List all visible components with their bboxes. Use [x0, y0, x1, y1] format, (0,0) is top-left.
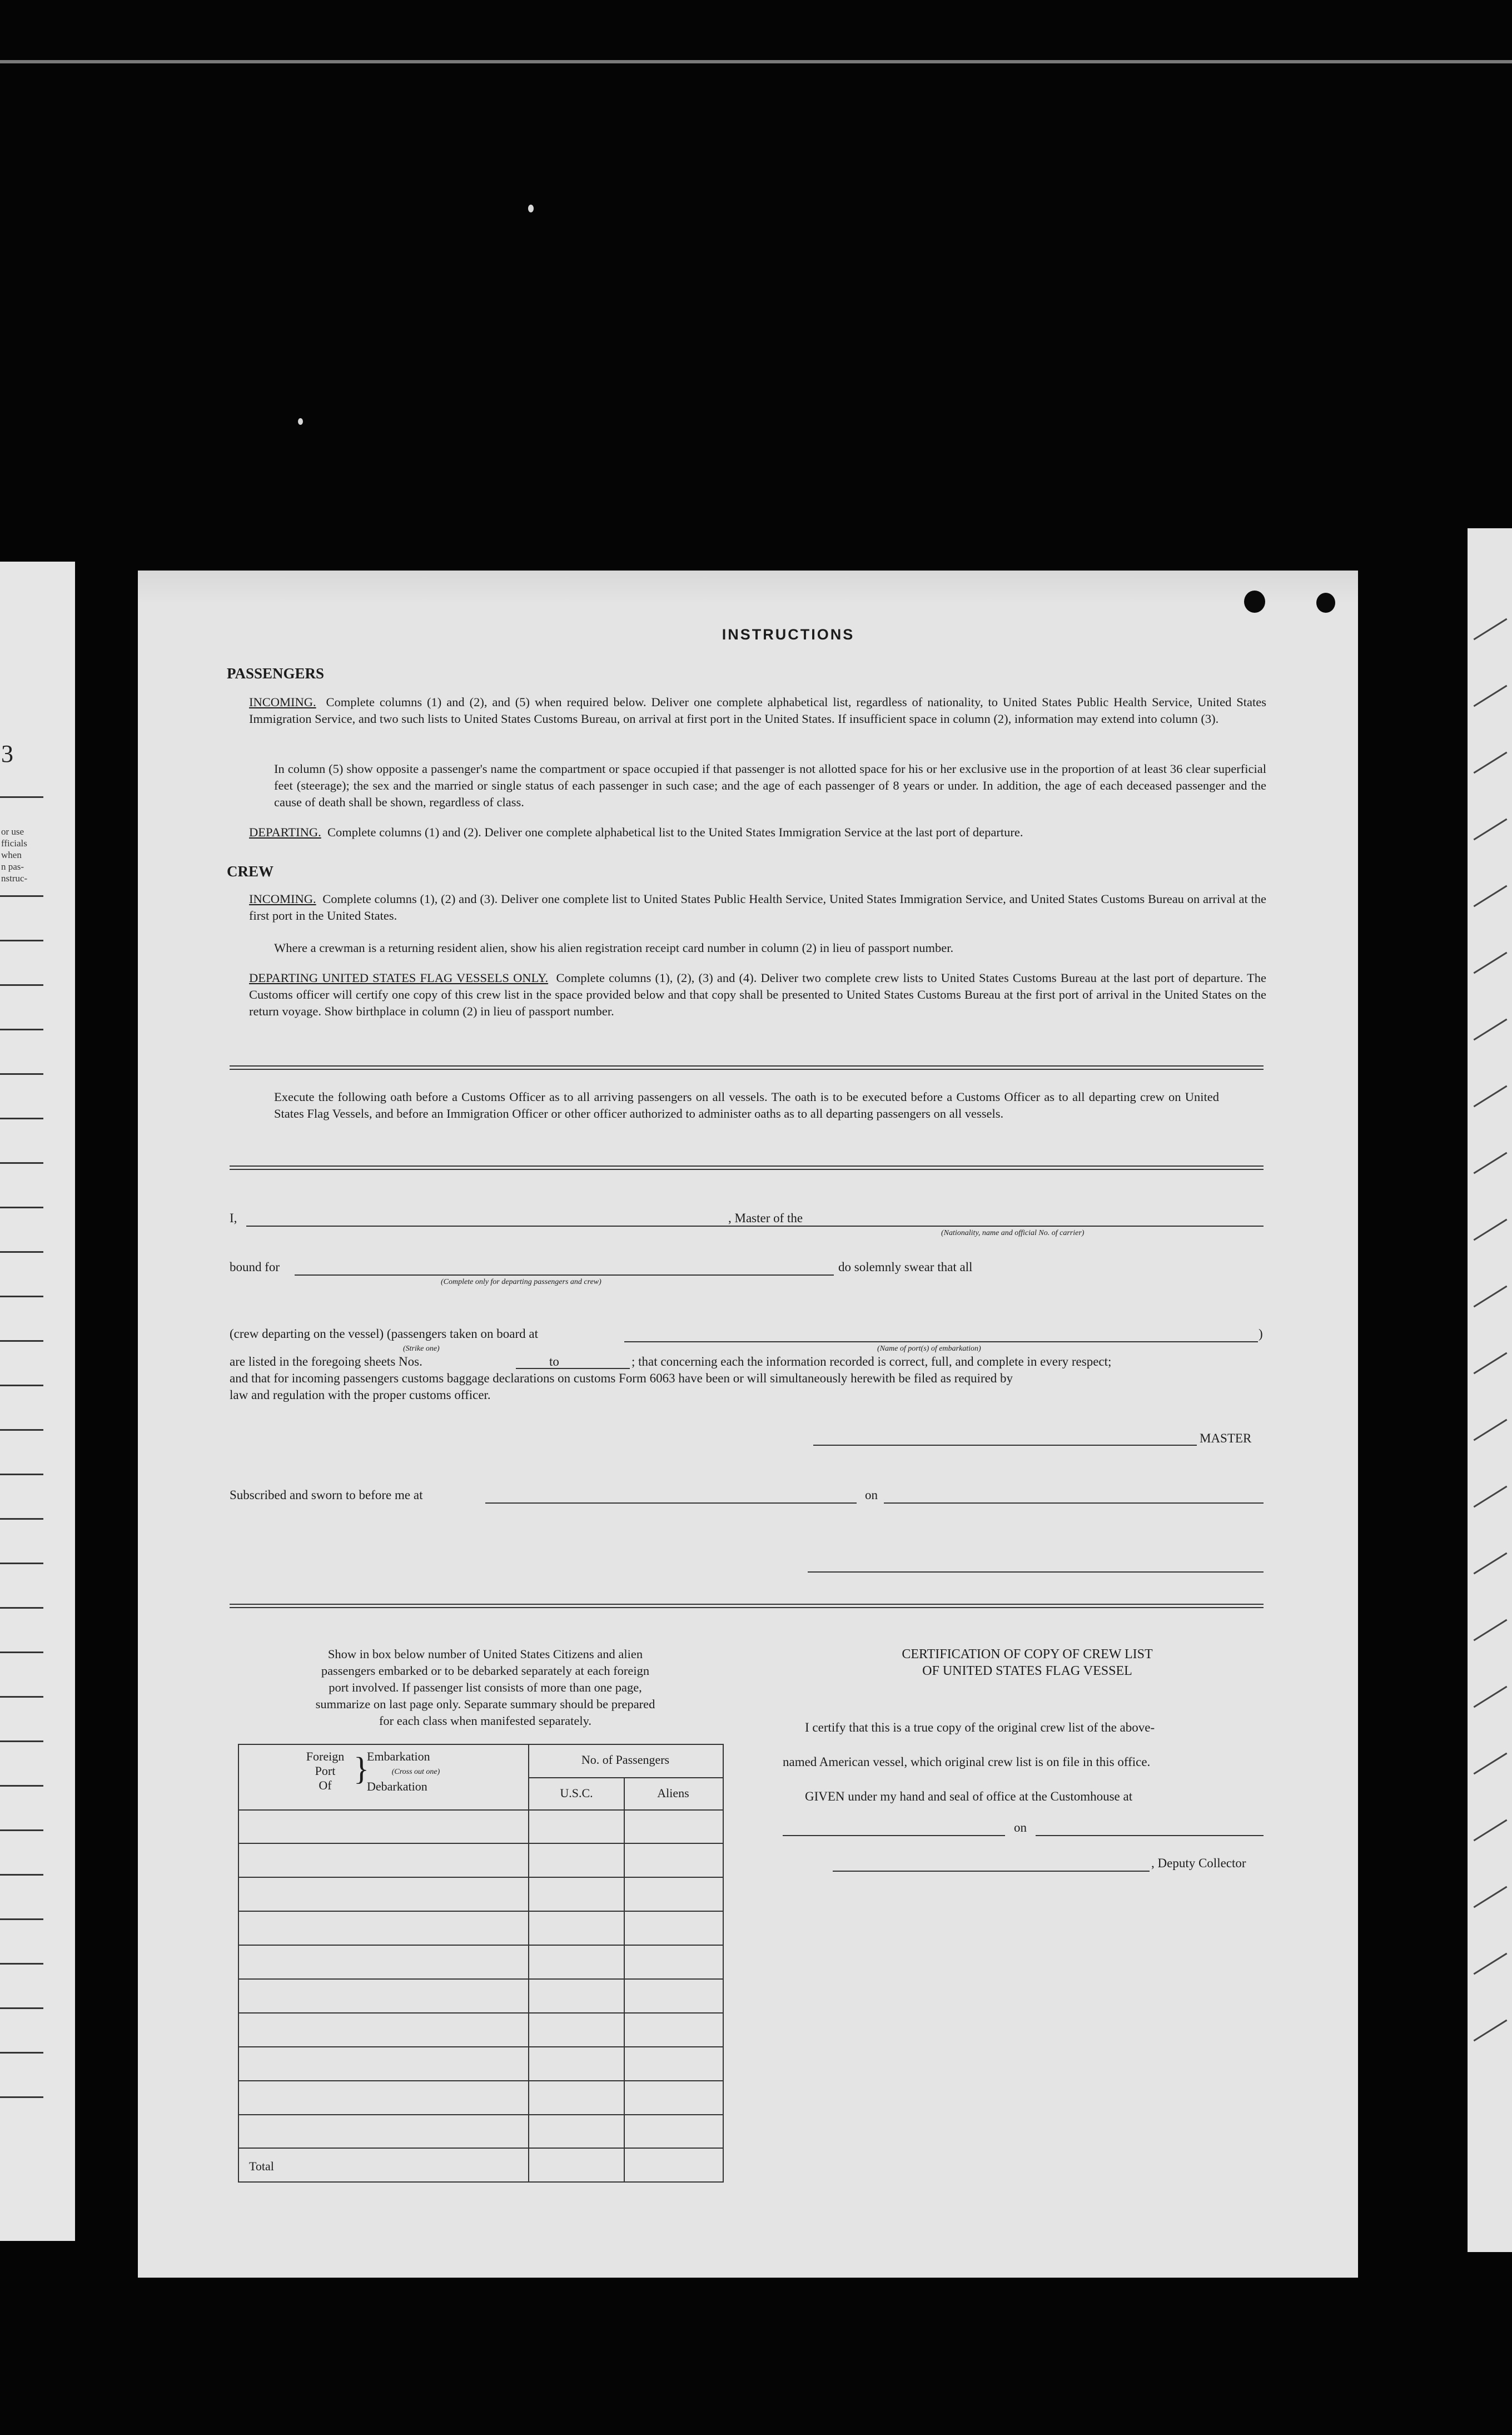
passengers-incoming-paragraph	[249, 694, 1266, 727]
bound-for-line[interactable]	[295, 1274, 834, 1276]
film-edge-line	[0, 60, 1512, 63]
oath-instruction-note: Execute the following oath before a Customs Officer as to all arriving passengers on all vessels. The oath is to be executed before a Customs Officer as to all departing crew on United States Flag Vessels, and before an Immigration Officer or other officer authorized to administer oaths as to all departing passengers on all vessels.	[274, 1090, 1219, 1120]
crew-departing-text: (crew departing on the vessel) (passengers taken on board at	[230, 1327, 538, 1341]
crew-incoming-label: INCOMING.	[249, 892, 316, 906]
header-of: Of	[319, 1778, 332, 1792]
certification-date-line[interactable]	[1036, 1835, 1264, 1836]
header-port: Port	[315, 1764, 336, 1778]
dust-speck	[528, 205, 534, 212]
header-foreign: Foreign	[306, 1749, 345, 1763]
strike-one-caption: (Strike one)	[403, 1345, 440, 1353]
brace-glyph: }	[354, 1750, 369, 1787]
summary-note-line: passengers embarked or to be debarked separately at each foreign	[321, 1664, 650, 1678]
frame-fragment: fficials	[1, 838, 27, 849]
listed-law-text: law and regulation with the proper customs officer.	[230, 1388, 491, 1402]
header-debarkation: Debarkation	[367, 1779, 427, 1793]
passengers-incoming-text: Complete columns (1) and (2), and (5) when required below. Deliver one complete alphabetical list, regardless of nationality, to United States Public Health Service, United States Immigration Service, and two such lists to United States Customs Bureau, on arrival at first port in the United States. If insufficient space in column (2), information may extend into column (3).	[249, 695, 1266, 726]
certification-on-label: on	[1014, 1821, 1027, 1834]
crew-resident-paragraph: Where a crewman is a returning resident alien, show his alien registration receipt card number in column (2) in lieu of passport number.	[274, 941, 954, 955]
section-divider	[230, 1604, 1264, 1608]
listed-to-label: to	[549, 1355, 559, 1368]
header-aliens: Aliens	[657, 1786, 689, 1800]
crew-departing-paragraph	[249, 970, 1266, 1020]
certification-line: named American vessel, which original crew list is on file in this office.	[783, 1755, 1151, 1769]
section-divider	[230, 1065, 1264, 1070]
certification-line: GIVEN under my hand and seal of office at the Customhouse at	[805, 1789, 1133, 1803]
passengers-incoming-label: INCOMING.	[249, 695, 316, 709]
frame-fragment: or use	[1, 826, 24, 837]
header-embarkation: Embarkation	[367, 1749, 430, 1763]
header-crossout: (Cross out one)	[391, 1768, 440, 1776]
passengers-departing-label: DEPARTING.	[249, 825, 321, 839]
crew-departing-label: DEPARTING UNITED STATES FLAG VESSELS ONLY.	[249, 971, 549, 985]
carrier-name-line[interactable]	[835, 1226, 1264, 1227]
adjacent-frame-left	[0, 562, 75, 2241]
passengers-heading: PASSENGERS	[227, 665, 325, 682]
embarkation-port-line[interactable]	[624, 1341, 1258, 1342]
punch-hole	[1316, 593, 1335, 613]
frame-fragment: when	[1, 850, 22, 860]
listed-correct-text: ; that concerning each the information recorded is correct, full, and complete in every respect;	[631, 1355, 1112, 1368]
master-signature-line[interactable]	[813, 1445, 1197, 1446]
crew-incoming-paragraph	[249, 891, 1266, 924]
adjacent-frame-right	[1468, 528, 1512, 2252]
sheet-to-line[interactable]	[569, 1368, 630, 1369]
listed-baggage-text: and that for incoming passengers customs baggage declarations on customs Form 6063 have been or will simultaneously herewith be filed as required by	[230, 1371, 1013, 1385]
frame-digit: 3	[1, 740, 13, 767]
sworn-on-label: on	[865, 1488, 878, 1502]
carrier-caption: (Nationality, name and official No. of carrier)	[941, 1229, 1085, 1237]
summary-note-line: port involved. If passenger list consists of more than one page,	[329, 1680, 642, 1694]
crew-incoming-text: Complete columns (1), (2) and (3). Deliver one complete list to United States Public Health Service, United States Immigration Service, and United States Customs Bureau on arrival at the first port in the United States.	[249, 892, 1267, 923]
summary-note-line: for each class when manifested separately.	[379, 1714, 592, 1728]
listed-sheets-text: are listed in the foregoing sheets Nos.	[230, 1355, 422, 1368]
frame-fragment: n pas-	[1, 861, 24, 872]
header-usc: U.S.C.	[560, 1786, 593, 1800]
deputy-signature-line[interactable]	[833, 1871, 1150, 1872]
swear-text: do solemnly swear that all	[838, 1260, 973, 1274]
master-of-label: , Master of the	[728, 1211, 803, 1225]
bound-for-caption: (Complete only for departing passengers and crew)	[441, 1278, 601, 1286]
customhouse-place-line[interactable]	[783, 1835, 1005, 1836]
summary-note	[257, 1646, 713, 1729]
master-signature-label: MASTER	[1200, 1431, 1252, 1445]
ports-caption: (Name of port(s) of embarkation)	[877, 1345, 981, 1353]
section-divider	[230, 1166, 1264, 1170]
certification-title-line: OF UNITED STATES FLAG VESSEL	[922, 1664, 1132, 1678]
row-total-label: Total	[249, 2159, 274, 2173]
bound-for-label: bound for	[230, 1260, 280, 1274]
header-no-of-passengers: No. of Passengers	[581, 1753, 670, 1767]
summary-note-line: Show in box below number of United States Citizens and alien	[327, 1647, 643, 1661]
passenger-summary-table	[238, 1744, 724, 2183]
officer-signature-line[interactable]	[808, 1571, 1264, 1573]
page-title: INSTRUCTIONS	[722, 626, 855, 643]
passengers-departing-text: Complete columns (1) and (2). Deliver one complete alphabetical list to the United States Immigration Service at the last port of departure.	[327, 825, 1023, 839]
passengers-departing-paragraph	[249, 824, 1266, 841]
manifest-instruction-page	[138, 571, 1358, 2278]
summary-note-line: summarize on last page only. Separate summary should be prepared	[315, 1697, 655, 1711]
certification-title	[816, 1646, 1239, 1679]
dust-speck	[298, 418, 303, 425]
certification-title-line: CERTIFICATION OF COPY OF CREW LIST	[902, 1647, 1153, 1662]
frame-fragment: nstruc-	[1, 873, 28, 884]
sworn-place-line[interactable]	[485, 1502, 857, 1504]
deputy-collector-label: , Deputy Collector	[1151, 1856, 1246, 1870]
close-paren: )	[1259, 1327, 1263, 1341]
crew-departing-text: Complete columns (1), (2), (3) and (4). Deliver two complete crew lists to United States Customs Bureau at the last port of departure. The Customs officer will certify one copy of this crew list in the space provided below and that copy shall be presented to United States Customs Bureau at the first port of arrival in the United States on the return voyage. Show birthplace in column (2) in lieu of passport number.	[249, 971, 1266, 1018]
punch-hole	[1244, 591, 1265, 613]
subscribed-sworn-label: Subscribed and sworn to before me at	[230, 1488, 423, 1502]
crew-heading: CREW	[227, 863, 274, 880]
passengers-column5-paragraph: In column (5) show opposite a passenger's name the compartment or space occupied if that passenger is not allotted space for his or her exclusive use in the proportion of at least 36 clear superficial feet (steerage); the sex and the married or single status of each passenger in such case; and the age of each passenger of 8 years or under. In addition, the age of each deceased passenger and the cause of death shall be shown, regardless of class.	[274, 762, 1266, 809]
sworn-date-line[interactable]	[884, 1502, 1264, 1504]
certification-line: I certify that this is a true copy of the original crew list of the above-	[805, 1720, 1155, 1734]
oath-i-label: I,	[230, 1211, 237, 1225]
